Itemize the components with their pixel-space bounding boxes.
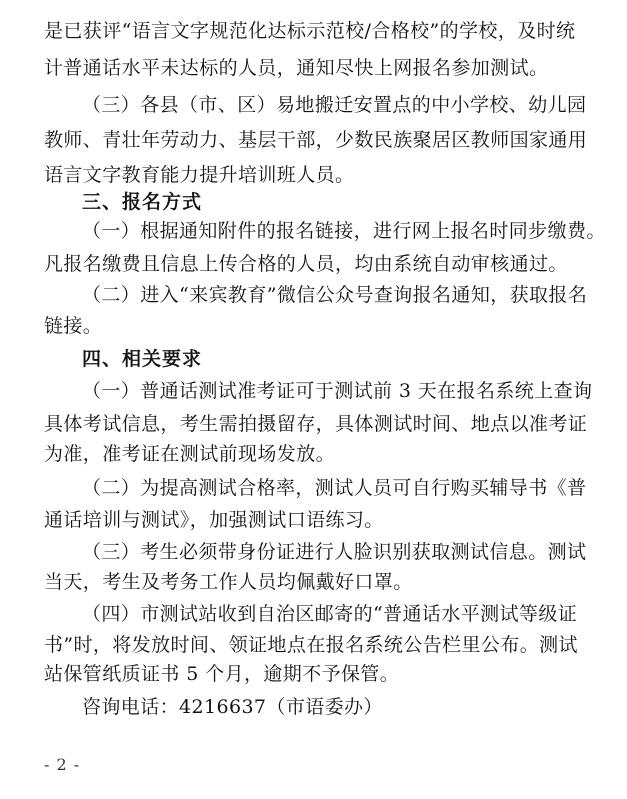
contact-phone-line: 咨询电话：4216637（市语委办） [82, 696, 383, 718]
text-line: （一）根据通知附件的报名链接，进行网上报名时同步缴费。 [82, 220, 606, 242]
text-line: 凡报名缴费且信息上传合格的人员，均由系统自动审核通过。 [44, 253, 568, 275]
section-heading-requirements: 四、相关要求 [82, 348, 203, 370]
text-line: 通话培训与测试》，加强测试口语练习。 [44, 509, 384, 531]
text-line: 为准，准考证在测试前现场发放。 [44, 443, 336, 465]
text-line: （二）为提高测试合格率，测试人员可自行购买辅导书《普 [82, 477, 587, 499]
text-line: 具体考试信息，考生需拍摄留存，具体测试时间、地点以准考证 [44, 413, 588, 435]
text-line: （三）各县（市、区）易地搬迁安置点的中小学校、幼儿园 [82, 94, 587, 116]
text-line: 计普通话水平未达标的人员，通知尽快上网报名参加测试。 [44, 57, 549, 79]
text-line: （三）考生必须带身份证进行人脸识别获取测试信息。测试 [82, 541, 587, 563]
text-line: 教师、青壮年劳动力、基层干部，少数民族聚居区教师国家通用 [44, 129, 588, 151]
text-line: 站保管纸质证书 5 个月，逾期不予保管。 [44, 663, 400, 685]
text-line: 语言文字教育能力提升培训班人员。 [44, 164, 355, 186]
text-line: 链接。 [44, 315, 103, 337]
text-line: （四）市测试站收到自治区邮寄的“普通话水平测试等级证 [82, 603, 578, 625]
text-line: 当天，考生及考务工作人员均佩戴好口罩。 [44, 571, 413, 593]
text-line: 是已获评“语言文字规范化达标示范校/合格校”的学校，及时统 [44, 20, 576, 42]
text-line: （一）普通话测试准考证可于测试前 3 天在报名系统上查询 [82, 380, 593, 402]
section-heading-registration: 三、报名方式 [82, 191, 203, 213]
page-number: - 2 - [44, 755, 81, 774]
text-line: （二）进入“来宾教育”微信公众号查询报名通知，获取报名 [82, 284, 588, 306]
text-line: 书”时，将发放时间、领证地点在报名系统公告栏里公布。测试 [44, 634, 578, 656]
